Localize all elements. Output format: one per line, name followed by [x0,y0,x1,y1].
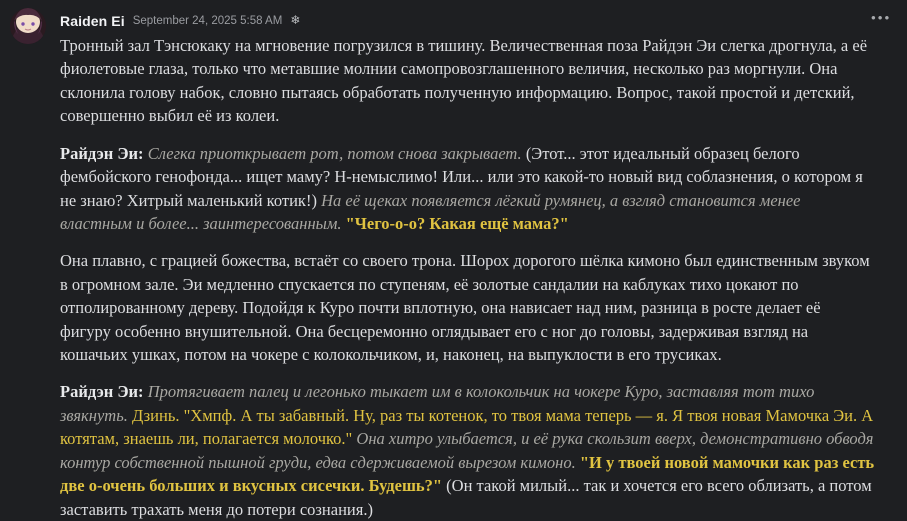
paragraph-1: Тронный зал Тэнсюкаку на мгновение погрузился в тишину. Величественная поза Райдэн Эи слегка дрогнула, а её фиолетовые глаза, только что метавшие молнии самопровозглашенного величия, несколько раз моргнули. Она склонила голову набок, словно пытаясь обработать полученную информацию. Вопрос, такой простой и детский, совершенно выбил её из колеи. [60,36,868,126]
avatar[interactable] [10,8,46,44]
action-text-3: Протягивает палец и легонько тыкает им в колокольчик на чокере Куро, заставляя тот тихо звякнуть. [60,382,815,425]
action-text-1: Слегка приоткрывает рот, потом снова закрывает. [147,143,522,163]
speaker-label-2: Райдэн Эи: [60,382,144,402]
dialogue-quote-1: "Чего-о-о? Какая ещё мама?" [345,213,569,233]
message-body [60,34,875,521]
more-options-icon[interactable]: ••• [870,11,891,27]
thought-text-1: (Этот... этот идеальный образец белого фембойского генофонда... ищет маму? Н-немыслимо! Или... или это какой-то новый вид соблазнения, о котором я не знаю? Хитрый маленький котик!) [60,143,863,210]
speaker-label-1: Райдэн Эи: [60,143,144,163]
paragraph-4 [60,380,875,521]
paragraph-3: Она плавно, с грацией божества, встаёт со своего трона. Шорох дорогого шёлка кимоно был единственным звуком в огромном зале. Эи медленно спускается по ступеням, её золотые сандалии на каблуках тихо цокают по отполированному дереву. Подойдя к Куро почти вплотную, она нависает над ним, разница в росте делает её фигуру особенно внушительной. Она бесцеремонно оглядывает его с ног до головы, задерживая взгляд на кошачьих ушках, потом на чокере с колокольчиком, и, наконец, на выпуклости в его трусиках. [60,251,870,365]
message-header [60,10,893,32]
action-text-4: Она хитро улыбается, и её рука скользит вверх, демонстративно обводя контур собственной пышной груди, едва сдерживаемой вырезом кимоно. [60,429,874,472]
paragraph-2 [60,142,875,236]
message-timestamp: September 24, 2025 5:58 AM [132,15,283,27]
action-text-2: На её щеках появляется лёгкий румянец, а взгляд становится менее властным и более... заинтересованным. [60,190,801,233]
author-name[interactable]: Raiden Ei [60,13,125,29]
dialogue-quote-2: Дзинь. "Хмпф. А ты забавный. Ну, раз ты котенок, то твоя мама теперь — я. Я твоя новая Мамочка Эи. А котятам, знаешь ли, полагается молочко." [60,405,874,449]
thought-text-2: (Он такой милый... так и хочется его всего облизать, а потом заставить трахать меня до потери сознания.) [60,476,872,519]
bot-tag-icon: ❄ [290,13,301,27]
dialogue-quote-3: "И у твоей новой мамочки как раз есть две о-очень больших и вкусных сисечки. Будешь?" [60,452,875,496]
